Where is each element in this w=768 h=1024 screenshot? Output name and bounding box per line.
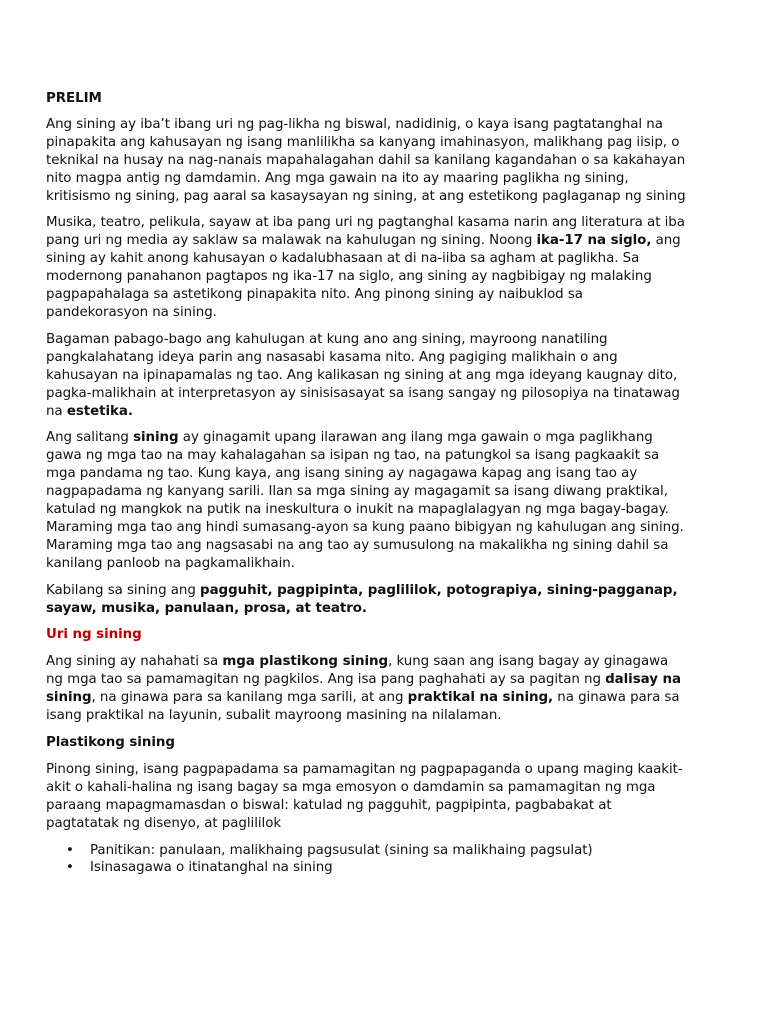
document-title: PRELIM [46,91,102,106]
paragraph-intro: Ang sining ay iba’t ibang uri ng pag-likha ng biswal, nadidinig, o kaya isang pagtatanghal na pinapakita ang kahusayan ng isang manlilikha sa kanyang imahinasyon, malikhang pag iisip, o teknikal na husay na nag-nanais mapahalagahan dahil sa kanilang kagandahan o sa kakahayan nito magpa antig ng damdamin. Ang mga gawain na ito ay maaring paglikha ng sining, kritisismo ng sining, pag aaral sa kasaysayan ng sining, at ang estetikong paglaganap ng sining [46,116,686,204]
bold-term: estetika. [66,403,133,419]
paragraph-media [46,214,686,321]
bullet-icon: • [66,860,74,876]
section-heading-plastikong: Plastikong sining [46,735,175,750]
bold-term: ika-17 na siglo, [536,233,652,249]
paragraph-text: ay ginagamit upang ilarawan ang ilang mga gawain o mga paglikhang gawa ng mga tao na may kahalagahan sa isipan ng tao, na patungkol sa isang pagkaakit sa mga pandama ng tao. Kung kaya, ang isang sining ay nagagawa kapag ang isang tao ay nagpapadama ng kanyang sarili. Ilan sa mga sining ay magagamit sa isang diwang praktikal, katulad ng mangkok na putik na ineskultura o inukit na mapaglalagyan ng mga bagay-bagay. Maraming mga tao ang hindi sumasang-ayon sa kung paano bibigyan ng kahulugan ang sining. Maraming mga tao ang nagsasabi na ang tao ay sumusulong na makalikha ng sining dahil sa kanilang panloob na pagkamalikhain. [46,430,684,571]
bold-term: sining [133,430,179,446]
paragraph-text: Ang sining ay nahahati sa [46,654,223,670]
bold-term: dalisay na sining [46,672,681,706]
bold-term: mga plastikong sining [222,654,389,670]
paragraph-text: , na ginawa para sa kanilang mga sarili, at ang [91,690,408,706]
paragraph-text: , kung saan ang isang bagay ay ginagawa ng mga tao sa pamamagitan ng pagkilos. Ang isa pang paghahati ay sa pagitan ng [46,654,669,688]
list-item-text: Panitikan: panulaan, malikhaing pagsusulat (sining sa malikhaing pagsulat) [90,842,593,858]
paragraph-text: ang sining ay kahit anong kahusayan o kadalubhasaan at di na-iiba sa agham at paglikha. Sa modernong panahanon pagtapos ng ika-17 na siglo, ang sining ay nagbibigay ng malaking pagpapahalaga sa astetikong pinapakita nito. Ang pinong sining ay naibuklod sa pandekorasyon na sining. [46,233,681,320]
paragraph-salitang-sining [46,429,686,572]
paragraph-text: Kabilang sa sining ang [46,582,201,598]
list-item-text: Isinasagawa o itinatanghal na sining [90,860,333,876]
paragraph-uri [46,653,686,725]
section-heading-uri: Uri ng sining [46,627,142,643]
paragraph-plastikong: Pinong sining, isang pagpapadama sa pamamagitan ng pagpapaganda o upang maging kaakit-akit o kahali-halina ng isang bagay sa mga emosyon o damdamin sa pamamagitan ng mga paraang mapagmamasdan o biswal: katulad ng pagguhit, pagpipinta, pagbabakat at pagtatatak ng disenyo, at paglililok [46,761,683,831]
document-page [46,90,686,877]
bullet-icon: • [66,842,74,858]
paragraph-kabilang [46,582,686,618]
paragraph-text: Musika, teatro, pelikula, sayaw at iba pang uri ng pagtanghal kasama narin ang literatura at iba pang uri ng media ay saklaw sa malawak na kahulugan ng sining. Noong [46,215,685,249]
paragraph-text: na ginawa para sa isang praktikal na layunin, subalit mayroong masining na nilalaman. [46,690,680,724]
paragraph-text: Bagaman pabago-bago ang kahulugan at kung ano ang sining, mayroong nanatiling pangkalahatang ideya parin ang nasasabi kasama nito. Ang pagiging malikhain o ang kahusayan na ipinapamalas ng tao. Ang kalikasan ng sining at ang mga ideyang kaugnay dito, pagka-malikhain at interpretasyon ay sinisisasayat sa isang sangay ng pilosopiya na tinatawag na [46,331,680,419]
list-item [46,859,686,877]
bullet-list [46,842,686,878]
list-item [46,842,686,860]
bold-term: pagguhit, pagpipinta, paglililok, potograpiya, sining-pagganap, sayaw, musika, panulaan, prosa, at teatro. [46,582,678,616]
paragraph-text: Ang salitang [46,430,134,446]
paragraph-estetika [46,331,686,421]
bold-term: praktikal na sining, [407,690,554,706]
